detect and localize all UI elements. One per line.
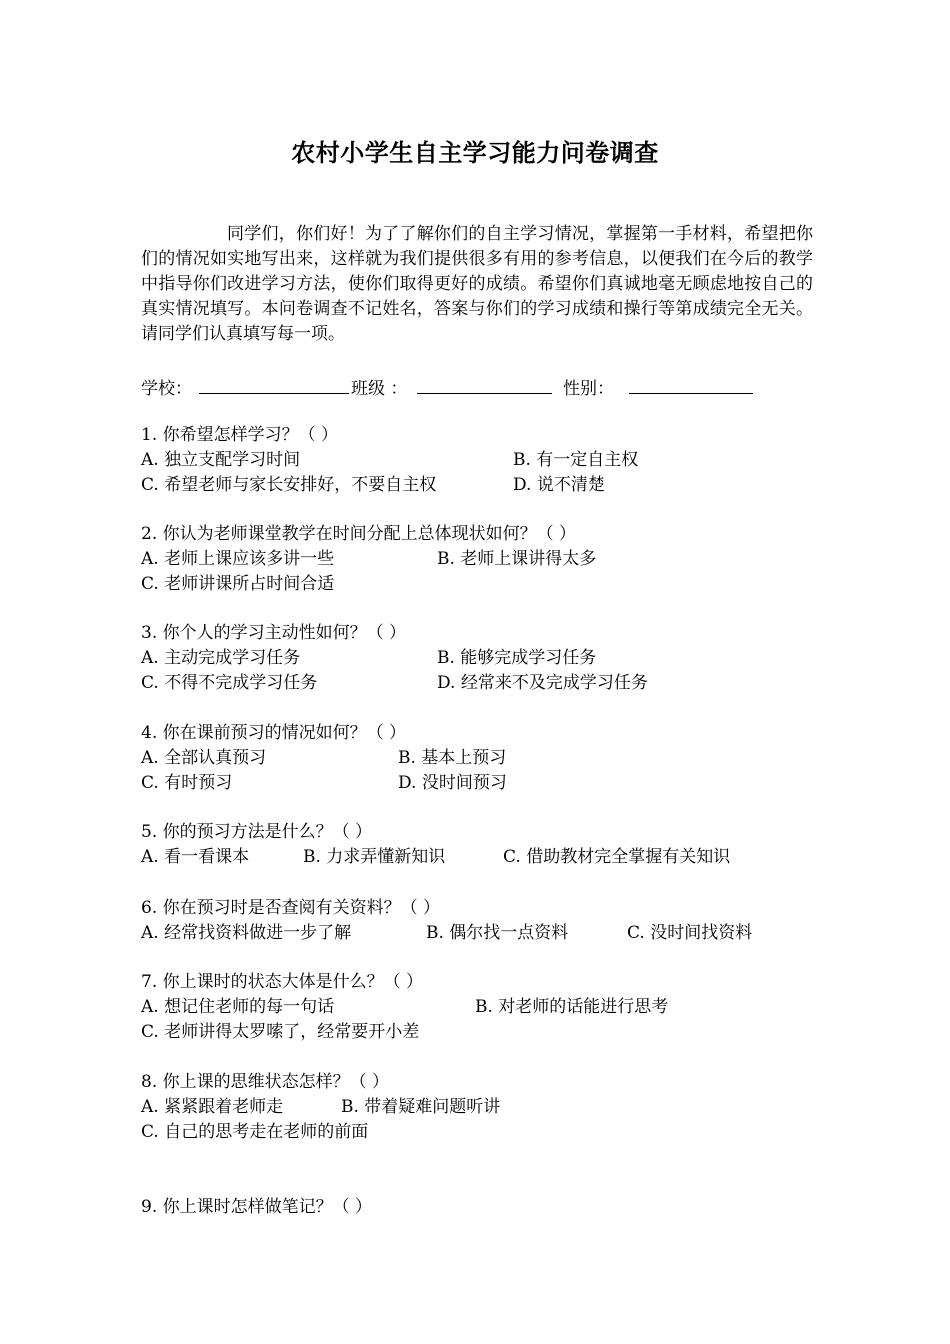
info-row [141,374,841,398]
question-text: 6. 你在预习时是否查阅有关资料？（ ） [141,898,441,918]
question-text: 4. 你在课前预习的情况如何？（ ） [141,723,407,743]
option-c: C. 老师讲得太罗嗦了，经常要开小差 [141,1022,420,1042]
option-b: B. 力求弄懂新知识 [303,847,446,867]
option-c: C. 老师讲课所占时间合适 [141,574,335,594]
intro-paragraph: 同学们，你们好！为了了解你们的自主学习情况，掌握第一手材料，希望把你们的情况如实地写出来，这样就为我们提供很多有用的参考信息，以便我们在今后的教学中指导你们改进学习方法，使你们取得更好的成绩。希望你们真诚地毫无顾虑地按自己的真实情况填写。本问卷调查不记姓名，答案与你们的学习成绩和操行等第成绩完全无关。请同学们认真填写每一项。 [141,224,813,344]
option-b: B. 对老师的话能进行思考 [475,997,669,1017]
option-b: B. 基本上预习 [398,748,507,768]
class-field[interactable] [417,393,552,394]
option-c: C. 自己的思考走在老师的前面 [141,1122,369,1142]
question-text: 5. 你的预习方法是什么？（ ） [141,822,373,842]
option-a: A. 经常找资料做进一步了解 [141,923,352,943]
page-title: 农村小学生自主学习能力问卷调查 [291,139,659,167]
option-a: A. 主动完成学习任务 [141,648,301,668]
option-b: B. 带着疑难问题听讲 [341,1097,501,1117]
option-c: C. 有时预习 [141,773,233,793]
question-text: 8. 你上课的思维状态怎样？（ ） [141,1072,390,1092]
option-c: C. 希望老师与家长安排好，不要自主权 [141,475,437,495]
option-a: A. 紧紧跟着老师走 [141,1097,284,1117]
option-d: D. 没时间预习 [398,773,507,793]
option-b: B. 偶尔找一点资料 [426,923,569,943]
option-c: C. 借助教材完全掌握有关知识 [503,847,731,867]
option-c: C. 不得不完成学习任务 [141,673,318,693]
gender-label: 性别： [563,379,614,399]
option-b: B. 有一定自主权 [513,450,639,470]
option-d: D. 说不清楚 [513,475,605,495]
question-text: 9. 你上课时怎样做笔记？（ ） [141,1197,373,1217]
question-text: 3. 你个人的学习主动性如何？（ ） [141,623,407,643]
option-c: C. 没时间找资料 [627,923,753,943]
option-d: D. 经常来不及完成学习任务 [437,673,648,693]
option-a: A. 看一看课本 [141,847,250,867]
question-text: 2. 你认为老师课堂教学在时间分配上总体现状如何？（ ） [141,524,577,544]
question-text: 7. 你上课时的状态大体是什么？（ ） [141,972,424,992]
class-label: 班级 ： [351,379,408,399]
option-b: B. 老师上课讲得太多 [437,549,597,569]
option-a: A. 老师上课应该多讲一些 [141,549,335,569]
question-text: 1. 你希望怎样学习？（ ） [141,425,339,445]
option-a: A. 想记住老师的每一句话 [141,997,335,1017]
school-field[interactable] [199,393,349,394]
option-b: B. 能够完成学习任务 [437,648,597,668]
option-a: A. 独立支配学习时间 [141,450,301,470]
school-label: 学校： [141,379,192,399]
gender-field[interactable] [629,393,753,394]
option-a: A. 全部认真预习 [141,748,267,768]
